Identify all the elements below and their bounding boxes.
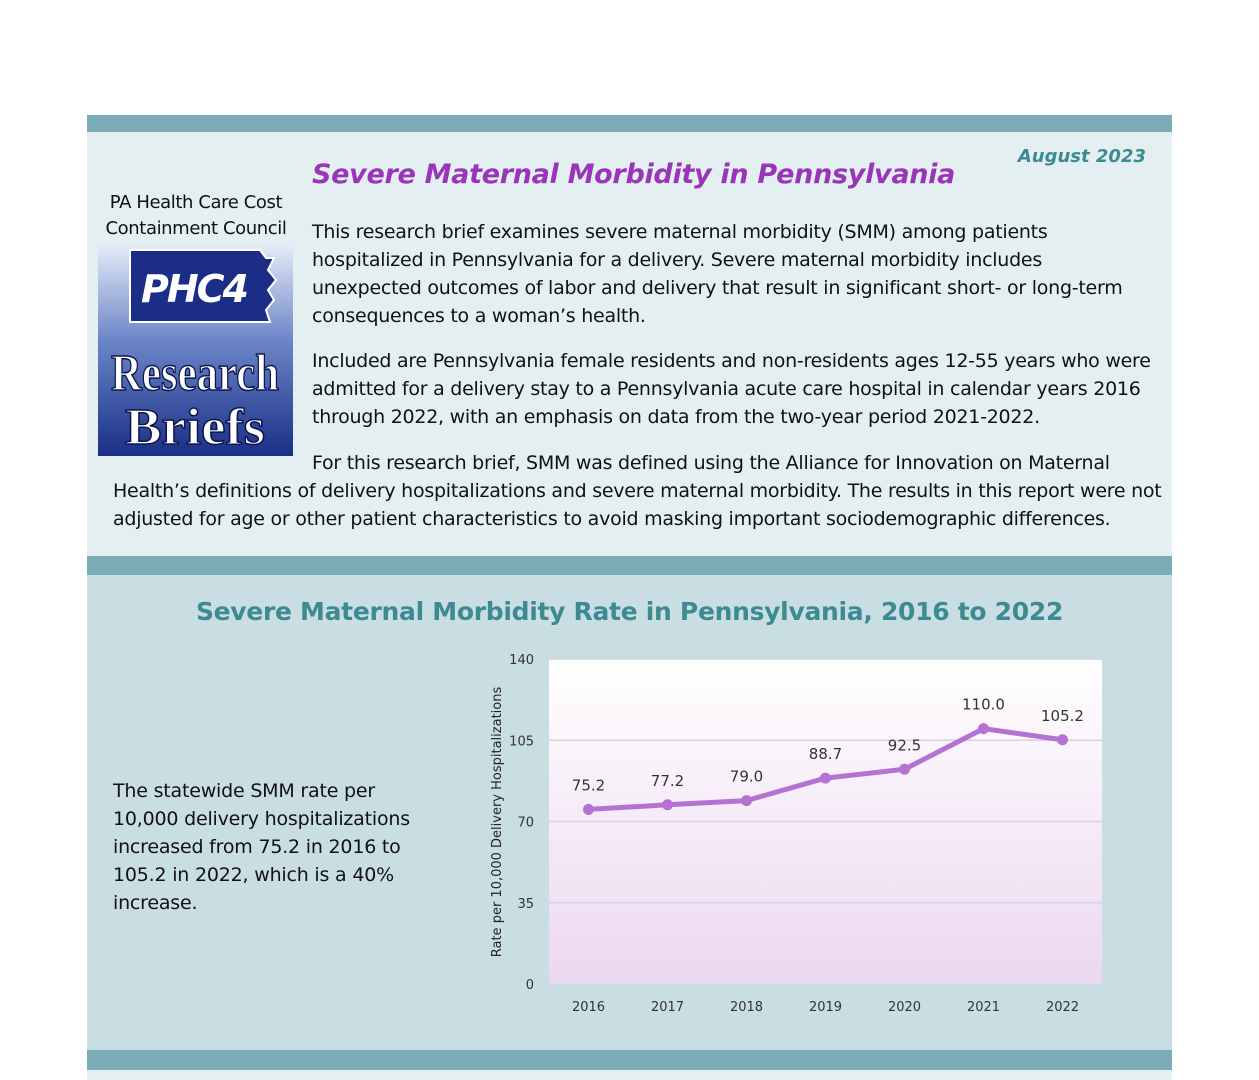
data-label: 88.7 (808, 745, 843, 764)
data-point (1057, 734, 1068, 745)
y-tick-label: 105 (509, 734, 534, 750)
data-point (662, 799, 673, 810)
data-label: 75.2 (571, 776, 606, 795)
intro-paragraph-3: For this research brief, SMM was defined using the Alliance for Innovation on Maternal Health’s definitions of delivery hospitalizations and severe maternal morbidity. The results in this report were not adjusted for age or other patient characteristics to avoid masking important sociodemographic differences. (113, 452, 1162, 530)
logo-tagline-briefs: Briefs (125, 399, 265, 456)
x-tick-label: 2016 (571, 1000, 606, 1015)
phc4-brand: PHC4 (141, 267, 247, 311)
data-label: 105.2 (1041, 706, 1084, 725)
logo-tagline-research: Research (111, 345, 280, 402)
x-tick-label: 2017 (650, 1000, 685, 1015)
intro-paragraph-2: Included are Pennsylvania female residents and non-residents ages 12-55 years who were admitted for a delivery stay to a Pennsylvania acute care hospital in calendar years 2016 through 2022, with an emphasis on data from the two-year period 2021-2022. (312, 350, 1151, 428)
chart-title: Severe Maternal Morbidity Rate in Pennsylvania, 2016 to 2022 (195, 597, 1064, 626)
top-band (87, 115, 1172, 132)
data-point (741, 795, 752, 806)
council-name: PA Health Care Cost Containment Council (105, 192, 287, 239)
data-label: 92.5 (887, 736, 922, 755)
x-tick-label: 2019 (808, 1000, 843, 1015)
y-axis-label: Rate per 10,000 Delivery Hospitalizations (490, 686, 505, 958)
chart-summary: The statewide SMM rate per 10,000 delivery hospitalizations increased from 75.2 in 2016 to 105.2 in 2022, which is a 40% increase. (113, 780, 410, 914)
bottom-band (87, 1050, 1172, 1070)
x-tick-label: 2018 (729, 1000, 764, 1015)
data-label: 110.0 (962, 695, 1005, 714)
phc4-research-briefs-logo (98, 244, 293, 456)
publication-date: August 2023 (1017, 146, 1146, 167)
y-tick-label: 35 (517, 896, 534, 912)
data-label: 77.2 (650, 771, 685, 790)
data-point (583, 804, 594, 815)
footer-strip (87, 1070, 1172, 1080)
y-tick-label: 140 (509, 653, 534, 668)
y-tick-label: 0 (525, 978, 534, 993)
data-point (978, 723, 989, 734)
page-title: Severe Maternal Morbidity in Pennsylvania (312, 159, 956, 190)
chart-section (87, 575, 1172, 1050)
x-tick-label: 2021 (966, 1000, 1001, 1015)
y-tick-label: 70 (517, 815, 534, 831)
x-tick-label: 2022 (1045, 1000, 1080, 1015)
middle-band (87, 556, 1172, 575)
research-brief-page (87, 115, 1172, 1080)
data-label: 79.0 (729, 767, 764, 786)
intro-section (87, 132, 1172, 556)
x-tick-label: 2020 (887, 1000, 922, 1015)
data-point (820, 773, 831, 784)
data-point (899, 764, 910, 775)
smm-rate-line-chart (87, 575, 1172, 1050)
intro-paragraph-1: This research brief examines severe maternal morbidity (SMM) among patients hospitalized in Pennsylvania for a delivery. Severe maternal morbidity includes unexpected outcomes of labor and delivery that result in significant short- or long-term consequences to a woman’s health. (312, 221, 1123, 327)
